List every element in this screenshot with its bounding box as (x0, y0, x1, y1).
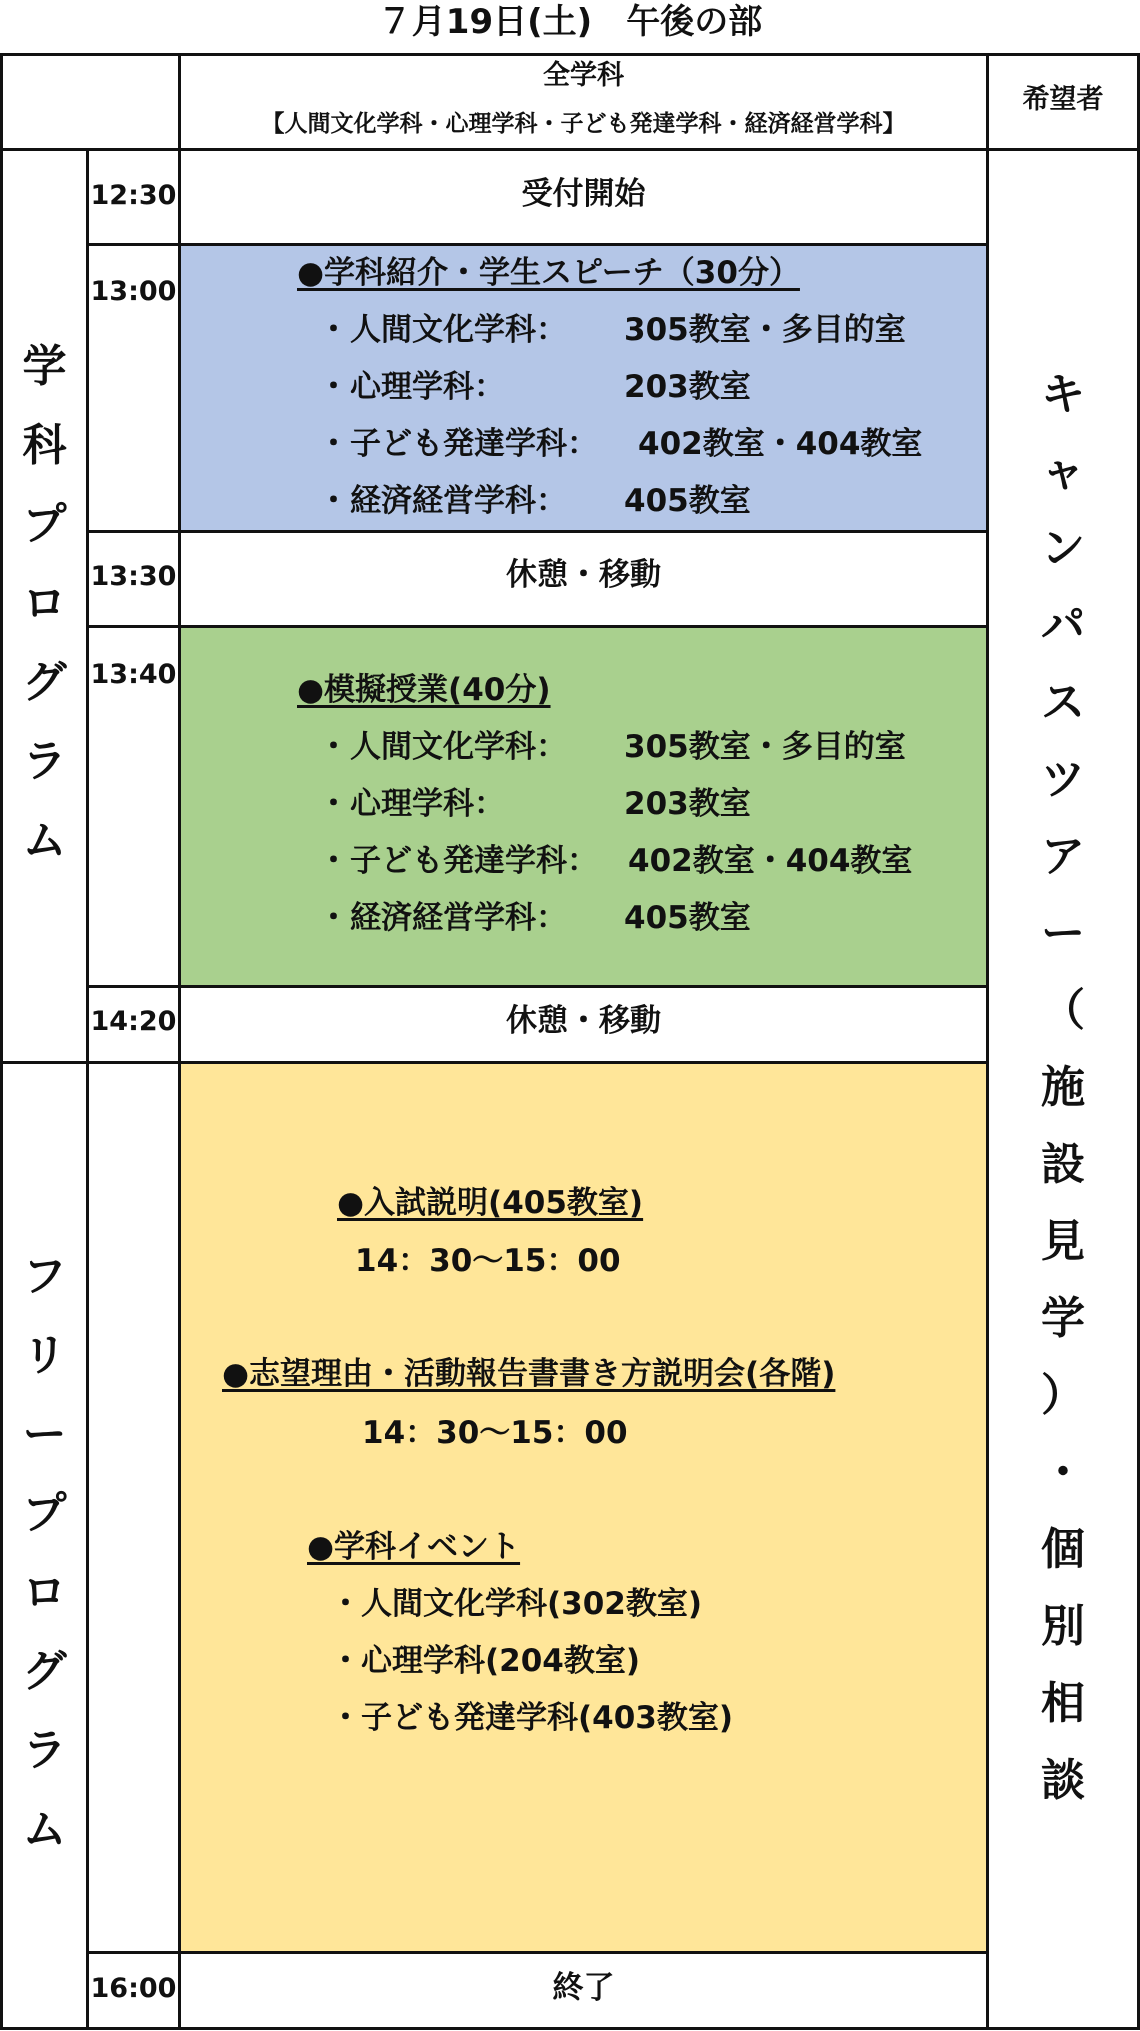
dept-event-title: ●学科イベント (307, 1529, 521, 1565)
mock-title: ●模擬授業(40分) (297, 672, 551, 708)
intro-item: ・心理学科： 203教室 (318, 369, 751, 405)
mock-item: ・経済経営学科： 405教室 (318, 900, 751, 936)
intro-item: ・子ども発達学科： 402教室・404教室 (318, 426, 923, 462)
break-move-1: 休憩・移動 (506, 557, 661, 593)
motive-briefing-time: 14：30～15：00 (362, 1415, 628, 1451)
time-1420: 14:20 (90, 1006, 177, 1037)
header-applicants: 希望者 (1022, 84, 1104, 115)
dept-event-item: ・心理学科(204教室) (330, 1643, 641, 1679)
mock-item: ・心理学科： 203教室 (318, 786, 751, 822)
mock-item: ・子ども発達学科： 402教室・404教室 (318, 843, 913, 879)
intro-title: ●学科紹介・学生スピーチ（30分） (297, 255, 800, 291)
header-dept-list: 【人間文化学科・心理学科・子ども発達学科・経済経営学科】 (261, 111, 906, 137)
campus-tour-label: キ ャ ン パ ス ツ ア ー （ 施 設 見 学 ） ・ 個 別 相 談 (1041, 369, 1085, 1806)
free-program-label: フ リ ー プ ロ グ ラ ム (22, 1251, 67, 1855)
dept-event-item: ・人間文化学科(302教室) (330, 1586, 703, 1622)
page-title: ７月19日(土) 午後の部 (377, 2, 763, 42)
motive-briefing-title: ●志望理由・活動報告書書き方説明会(各階) (222, 1356, 836, 1392)
break-move-2: 休憩・移動 (506, 1003, 661, 1039)
exam-briefing-title: ●入試説明(405教室) (337, 1185, 644, 1221)
dept-program-label: 学 科 プ ロ グ ラ ム (22, 341, 67, 866)
intro-item: ・経済経営学科： 405教室 (318, 483, 751, 519)
reception-start: 受付開始 (521, 176, 646, 212)
time-1340: 13:40 (90, 659, 177, 690)
end-label: 終了 (552, 1970, 615, 2006)
time-1600: 16:00 (90, 1973, 177, 2004)
mock-item: ・人間文化学科： 305教室・多目的室 (318, 729, 906, 765)
time-1300: 13:00 (90, 276, 177, 307)
dept-event-item: ・子ども発達学科(403教室) (330, 1700, 734, 1736)
intro-item: ・人間文化学科： 305教室・多目的室 (318, 312, 906, 348)
time-1230: 12:30 (90, 180, 177, 211)
time-1330: 13:30 (90, 561, 177, 592)
exam-briefing-time: 14：30～15：00 (355, 1243, 621, 1279)
header-all-depts: 全学科 (543, 60, 624, 91)
